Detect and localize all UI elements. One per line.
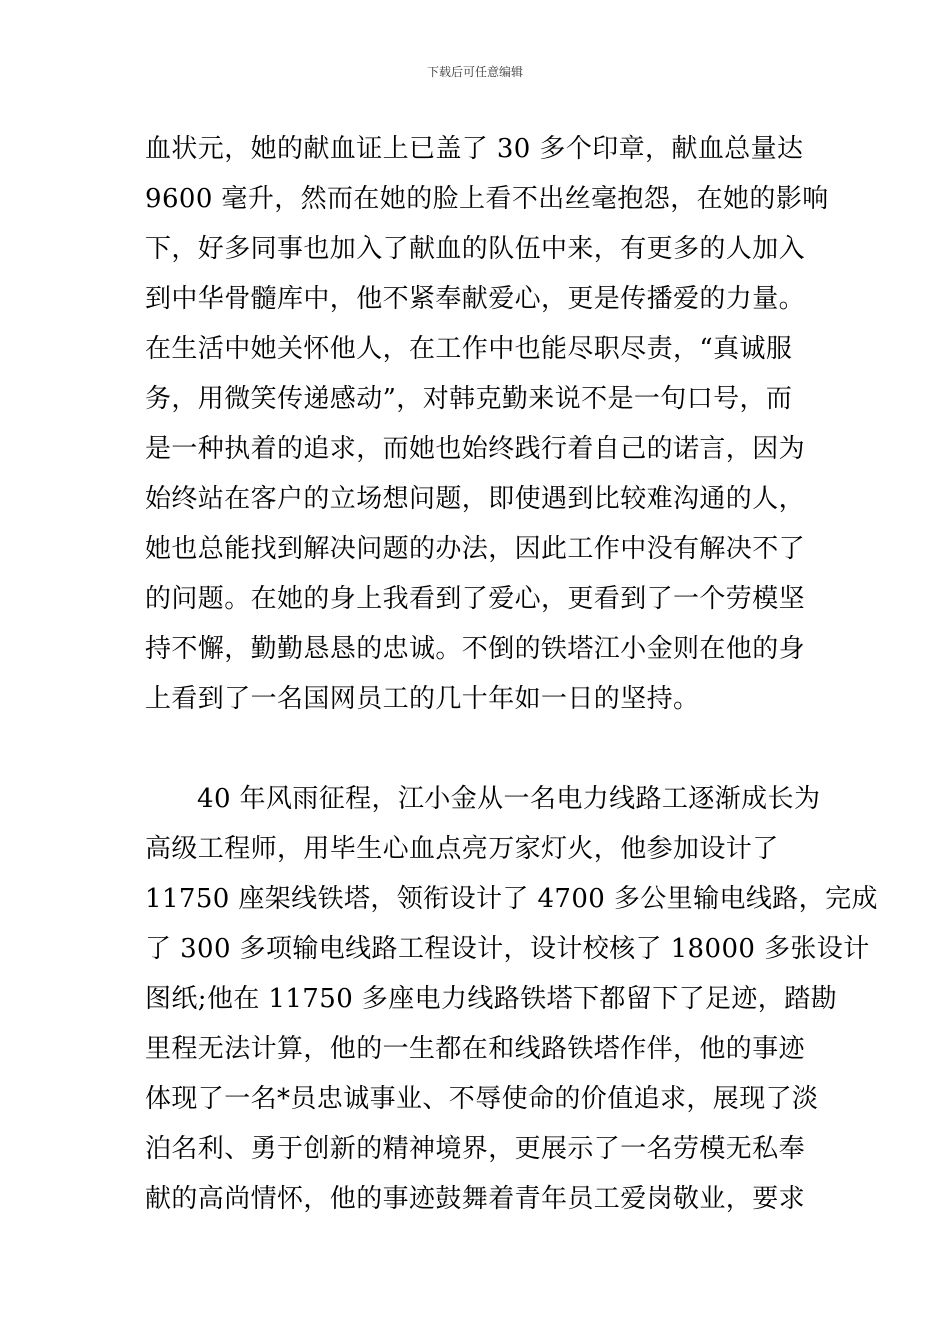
page-header-note: 下载后可任意编辑	[426, 65, 523, 79]
paragraph-line: 的问题。在她的身上我看到了爱心，更看到了一个劳模坚	[145, 584, 806, 614]
paragraph-line: 里程无法计算，他的一生都在和线路铁塔作伴，他的事迹	[145, 1034, 806, 1064]
paragraph-line: 是一种执着的追求，而她也始终践行着自己的诺言，因为	[145, 434, 806, 464]
paragraph-line: 9600 毫升，然而在她的脸上看不出丝毫抱怨，在她的影响	[145, 184, 829, 214]
paragraph-line: 体现了一名*员忠诚事业、不辱使命的价值追求，展现了淡	[145, 1084, 819, 1114]
paragraph-line: 图纸;他在 11750 多座电力线路铁塔下都留下了足迹，踏勘	[145, 984, 837, 1014]
paragraph-line: 了 300 多项输电线路工程设计，设计校核了 18000 多张设计	[145, 934, 870, 964]
paragraph-line: 到中华骨髓库中，他不紧奉献爱心，更是传播爱的力量。	[145, 284, 806, 314]
paragraph-line: 血状元，她的献血证上已盖了 30 多个印章，献血总量达	[145, 134, 804, 164]
paragraph-line: 泊名利、勇于创新的精神境界，更展示了一名劳模无私奉	[145, 1134, 806, 1164]
paragraph-line: 11750 座架线铁塔，领衔设计了 4700 多公里输电线路，完成	[145, 884, 878, 914]
paragraph-line: 上看到了一名国网员工的几十年如一日的坚持。	[145, 684, 700, 714]
paragraph-line: 在生活中她关怀他人，在工作中也能尽职尽责，“真诚服	[145, 334, 793, 364]
paragraph-line: 下，好多同事也加入了献血的队伍中来，有更多的人加入	[145, 234, 806, 264]
paragraph-line: 献的高尚情怀，他的事迹鼓舞着青年员工爱岗敬业，要求	[145, 1184, 806, 1214]
paragraph-line: 40 年风雨征程，江小金从一名电力线路工逐渐成长为	[197, 784, 821, 814]
paragraph-line: 她也总能找到解决问题的办法，因此工作中没有解决不了	[145, 534, 806, 564]
paragraph-line: 务，用微笑传递感动”，对韩克勤来说不是一句口号，而	[145, 384, 793, 414]
paragraph-line: 持不懈，勤勤恳恳的忠诚。不倒的铁塔江小金则在他的身	[145, 634, 806, 664]
paragraph-line: 始终站在客户的立场想问题，即使遇到比较难沟通的人，	[145, 484, 806, 514]
paragraph-line: 高级工程师，用毕生心血点亮万家灯火，他参加设计了	[145, 834, 779, 864]
